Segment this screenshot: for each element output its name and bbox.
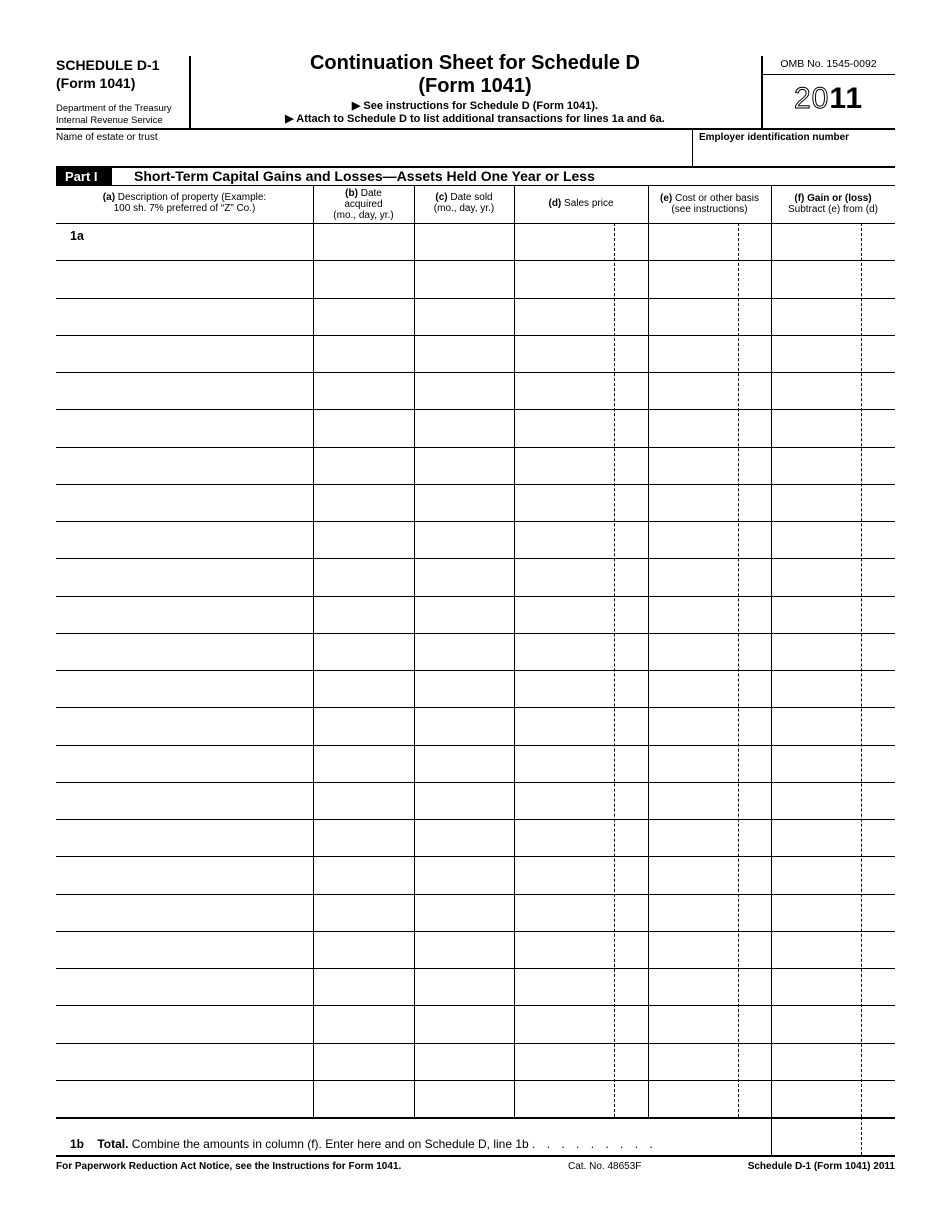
description-input[interactable]	[57, 970, 312, 1003]
row-divider	[56, 596, 895, 597]
omb-number: OMB No. 1545-0092	[780, 58, 877, 70]
schedule-title	[56, 56, 159, 92]
description-input[interactable]	[57, 747, 312, 780]
date-acquired-input[interactable]	[315, 933, 413, 966]
row-divider	[56, 484, 895, 485]
col-e-text2: (see instructions)	[671, 204, 748, 215]
name-label: Name of estate or trust	[56, 132, 158, 143]
description-input[interactable]	[57, 449, 312, 482]
date-sold-input[interactable]	[416, 449, 513, 482]
row-divider	[56, 335, 895, 336]
date-acquired-input[interactable]	[315, 1007, 413, 1040]
cost-basis-input[interactable]	[650, 486, 737, 519]
col-e-text1: Cost or other basis	[672, 193, 759, 204]
date-acquired-input[interactable]	[315, 635, 413, 668]
form-title	[190, 52, 760, 98]
date-acquired-input[interactable]	[315, 374, 413, 407]
year-outline: 20	[793, 82, 830, 115]
cost-basis-input[interactable]	[650, 1045, 737, 1078]
description-input[interactable]	[57, 672, 312, 705]
sales-price-input[interactable]	[516, 411, 613, 444]
date-sold-input[interactable]	[416, 747, 513, 780]
date-sold-input[interactable]	[416, 560, 513, 593]
cost-basis-input[interactable]	[650, 300, 737, 333]
sales-price-input[interactable]	[516, 262, 613, 295]
gain-loss-input[interactable]	[773, 523, 860, 556]
cost-basis-input[interactable]	[650, 598, 737, 631]
gain-loss-input[interactable]	[773, 262, 860, 295]
gain-loss-input[interactable]	[773, 374, 860, 407]
total-label: Total.	[97, 1137, 129, 1151]
date-acquired-input[interactable]	[315, 523, 413, 556]
sales-price-input[interactable]	[516, 1007, 613, 1040]
tax-year	[762, 82, 895, 116]
cost-basis-input[interactable]	[650, 784, 737, 817]
cost-basis-input[interactable]	[650, 374, 737, 407]
gain-loss-input[interactable]	[773, 1045, 860, 1078]
sales-price-input[interactable]	[516, 598, 613, 631]
column-divider	[648, 186, 649, 1117]
date-acquired-input[interactable]	[315, 1045, 413, 1078]
date-acquired-input[interactable]	[315, 672, 413, 705]
description-input[interactable]	[57, 858, 312, 891]
form-number: (Form 1041)	[56, 75, 136, 91]
gain-loss-input[interactable]	[773, 449, 860, 482]
footer-cat-no: Cat. No. 48653F	[568, 1161, 642, 1172]
gain-loss-input[interactable]	[773, 225, 860, 258]
col-header-f	[771, 193, 895, 215]
gain-loss-input[interactable]	[773, 747, 860, 780]
description-input[interactable]	[57, 411, 312, 444]
description-input[interactable]	[57, 560, 312, 593]
sales-price-input[interactable]	[516, 933, 613, 966]
date-sold-input[interactable]	[416, 635, 513, 668]
instruction-attach: ▶ Attach to Schedule D to list additional transactions for lines 1a and 6a.	[285, 113, 665, 125]
ein-divider	[692, 129, 693, 167]
row-divider	[56, 372, 895, 373]
name-input[interactable]	[56, 145, 690, 165]
sales-price-input[interactable]	[516, 337, 613, 370]
gain-loss-input[interactable]	[773, 858, 860, 891]
date-acquired-input[interactable]	[315, 896, 413, 929]
description-input[interactable]	[57, 300, 312, 333]
gain-loss-input[interactable]	[773, 896, 860, 929]
total-cents-divider	[861, 1117, 862, 1155]
ein-input[interactable]	[699, 145, 893, 165]
cents-divider	[614, 223, 615, 1117]
date-sold-input[interactable]	[416, 262, 513, 295]
schedule-name: SCHEDULE D-1	[56, 57, 160, 73]
ein-label: Employer identification number	[699, 132, 850, 143]
row-divider	[56, 1005, 895, 1006]
col-c-text2: (mo., day, yr.)	[433, 203, 495, 214]
line-1a-label: 1a	[70, 229, 84, 243]
sales-price-input[interactable]	[516, 225, 613, 258]
description-input[interactable]	[57, 635, 312, 668]
col-b-text1: Date	[357, 188, 382, 199]
row-divider	[56, 633, 895, 634]
date-sold-input[interactable]	[416, 821, 513, 854]
sales-price-input[interactable]	[516, 1045, 613, 1078]
gain-loss-input[interactable]	[773, 970, 860, 1003]
sales-price-input[interactable]	[516, 560, 613, 593]
description-input[interactable]	[57, 1082, 312, 1115]
date-acquired-input[interactable]	[315, 970, 413, 1003]
date-sold-input[interactable]	[416, 337, 513, 370]
year-solid: 11	[829, 82, 864, 115]
date-sold-input[interactable]	[416, 523, 513, 556]
col-header-a	[56, 192, 313, 214]
date-acquired-input[interactable]	[315, 486, 413, 519]
gain-loss-input[interactable]	[773, 821, 860, 854]
col-f-text1: (f) Gain or (loss)	[794, 193, 872, 204]
date-acquired-input[interactable]	[315, 784, 413, 817]
date-sold-input[interactable]	[416, 784, 513, 817]
date-sold-input[interactable]	[416, 672, 513, 705]
cost-basis-input[interactable]	[650, 635, 737, 668]
date-sold-input[interactable]	[416, 970, 513, 1003]
description-input[interactable]	[57, 709, 312, 742]
gain-loss-input[interactable]	[773, 672, 860, 705]
row-divider	[56, 670, 895, 671]
column-divider	[514, 186, 515, 1117]
row-divider	[56, 894, 895, 895]
title-line2: (Form 1041)	[418, 75, 532, 97]
col-b-letter: (b)	[345, 188, 358, 199]
total-line	[70, 1137, 657, 1151]
date-sold-input[interactable]	[416, 598, 513, 631]
col-b-text2: acquired	[344, 199, 383, 210]
footer-paperwork-notice: For Paperwork Reduction Act Notice, see the Instructions for Form 1041.	[56, 1161, 402, 1172]
col-header-e	[648, 193, 771, 215]
col-c-text1: Date sold	[447, 192, 493, 203]
description-input[interactable]	[57, 374, 312, 407]
gain-loss-input[interactable]	[773, 635, 860, 668]
sales-price-input[interactable]	[516, 970, 613, 1003]
sales-price-input[interactable]	[516, 374, 613, 407]
cost-basis-input[interactable]	[650, 858, 737, 891]
date-sold-input[interactable]	[416, 411, 513, 444]
service-name: Internal Revenue Service	[56, 115, 163, 126]
gain-loss-input[interactable]	[773, 300, 860, 333]
row-divider	[56, 782, 895, 783]
date-sold-input[interactable]	[416, 1007, 513, 1040]
date-sold-input[interactable]	[416, 300, 513, 333]
row-divider	[56, 1080, 895, 1081]
date-sold-input[interactable]	[416, 933, 513, 966]
footer-form-id: Schedule D-1 (Form 1041) 2011	[747, 1161, 895, 1172]
cost-basis-input[interactable]	[650, 672, 737, 705]
cents-divider	[738, 223, 739, 1117]
gain-loss-input[interactable]	[773, 784, 860, 817]
description-input[interactable]	[57, 821, 312, 854]
col-e-letter: (e)	[660, 193, 673, 204]
cost-basis-input[interactable]	[650, 337, 737, 370]
row-divider	[56, 968, 895, 969]
date-sold-input[interactable]	[416, 858, 513, 891]
row-divider	[56, 819, 895, 820]
title-line1: Continuation Sheet for Schedule D	[309, 52, 640, 74]
sales-price-input[interactable]	[516, 858, 613, 891]
sales-price-input[interactable]	[516, 486, 613, 519]
date-sold-input[interactable]	[416, 374, 513, 407]
row-divider	[56, 1117, 895, 1119]
cost-basis-input[interactable]	[650, 449, 737, 482]
cost-basis-input[interactable]	[650, 933, 737, 966]
description-input[interactable]	[57, 784, 312, 817]
date-sold-input[interactable]	[416, 225, 513, 258]
row-divider	[56, 521, 895, 522]
sales-price-input[interactable]	[516, 1082, 613, 1115]
sales-price-input[interactable]	[516, 635, 613, 668]
col-d-text1: Sales price	[561, 198, 614, 209]
date-acquired-input[interactable]	[315, 560, 413, 593]
date-acquired-input[interactable]	[315, 225, 413, 258]
column-divider	[414, 186, 415, 1117]
row-divider	[56, 931, 895, 932]
sales-price-input[interactable]	[516, 784, 613, 817]
col-c-letter: (c)	[435, 192, 448, 203]
total-col-f-left	[771, 1117, 772, 1155]
date-acquired-input[interactable]	[315, 858, 413, 891]
date-acquired-input[interactable]	[315, 821, 413, 854]
sales-price-input[interactable]	[516, 449, 613, 482]
part-badge: Part I	[56, 168, 112, 185]
row-divider	[56, 558, 895, 559]
description-input[interactable]	[57, 262, 312, 295]
gain-loss-input[interactable]	[773, 560, 860, 593]
col-a-letter: (a)	[102, 192, 116, 203]
cost-basis-input[interactable]	[650, 560, 737, 593]
description-input[interactable]	[57, 486, 312, 519]
cost-basis-input[interactable]	[650, 709, 737, 742]
part-bottom-rule	[56, 185, 895, 186]
sales-price-input[interactable]	[516, 709, 613, 742]
sales-price-input[interactable]	[516, 523, 613, 556]
gain-loss-input[interactable]	[773, 598, 860, 631]
col-b-text3: (mo., day, yr.)	[333, 210, 394, 221]
description-input[interactable]	[57, 896, 312, 929]
cost-basis-input[interactable]	[650, 1082, 737, 1115]
sales-price-input[interactable]	[516, 747, 613, 780]
cost-basis-input[interactable]	[650, 1007, 737, 1040]
omb-divider	[762, 74, 895, 75]
row-divider	[56, 409, 895, 410]
cost-basis-input[interactable]	[650, 262, 737, 295]
column-divider	[771, 186, 772, 1117]
date-acquired-input[interactable]	[315, 337, 413, 370]
description-input[interactable]	[57, 1045, 312, 1078]
description-input[interactable]	[57, 933, 312, 966]
date-sold-input[interactable]	[416, 709, 513, 742]
col-a-text2: 100 sh. 7% preferred of “Z” Co.)	[113, 203, 256, 214]
total-line-number: 1b	[70, 1137, 85, 1151]
cost-basis-input[interactable]	[650, 523, 737, 556]
date-acquired-input[interactable]	[315, 598, 413, 631]
department	[56, 103, 172, 127]
date-sold-input[interactable]	[416, 1082, 513, 1115]
gain-loss-input[interactable]	[773, 1007, 860, 1040]
gain-loss-input[interactable]	[773, 411, 860, 444]
cost-basis-input[interactable]	[650, 225, 737, 258]
cost-basis-input[interactable]	[650, 747, 737, 780]
cost-basis-input[interactable]	[650, 821, 737, 854]
description-input[interactable]	[57, 523, 312, 556]
description-input[interactable]	[87, 225, 312, 258]
date-acquired-input[interactable]	[315, 262, 413, 295]
date-sold-input[interactable]	[416, 486, 513, 519]
date-acquired-input[interactable]	[315, 747, 413, 780]
description-input[interactable]	[57, 598, 312, 631]
date-acquired-input[interactable]	[315, 300, 413, 333]
row-divider	[56, 260, 895, 261]
department-name: Department of the Treasury	[56, 103, 172, 114]
cost-basis-input[interactable]	[650, 896, 737, 929]
col-d-letter: (d)	[548, 198, 562, 209]
date-acquired-input[interactable]	[315, 709, 413, 742]
date-acquired-input[interactable]	[315, 449, 413, 482]
sales-price-input[interactable]	[516, 672, 613, 705]
col-header-b	[313, 188, 414, 221]
cost-basis-input[interactable]	[650, 411, 737, 444]
row-divider	[56, 707, 895, 708]
total-text: Combine the amounts in column (f). Enter here and on Schedule D, line 1b	[128, 1137, 529, 1151]
footer-rule	[56, 1155, 895, 1157]
column-divider	[313, 186, 314, 1117]
total-gain-input[interactable]	[773, 1119, 893, 1153]
cost-basis-input[interactable]	[650, 970, 737, 1003]
col-f-text2: Subtract (e) from (d)	[787, 204, 879, 215]
total-dots: . . . . . . . . .	[532, 1137, 657, 1151]
sales-price-input[interactable]	[516, 896, 613, 929]
row-divider	[56, 1043, 895, 1044]
gain-loss-input[interactable]	[773, 933, 860, 966]
gain-loss-input[interactable]	[773, 337, 860, 370]
sales-price-input[interactable]	[516, 300, 613, 333]
col-header-d	[514, 198, 648, 209]
part-title: Short-Term Capital Gains and Losses—Assets Held One Year or Less	[134, 168, 595, 184]
instruction-see: ▶ See instructions for Schedule D (Form 1041).	[351, 100, 599, 112]
row-divider	[56, 856, 895, 857]
gain-loss-input[interactable]	[773, 709, 860, 742]
row-divider	[56, 447, 895, 448]
header-bottom-rule	[56, 128, 895, 130]
col-a-text1: Description of property (Example:	[115, 192, 267, 203]
description-input[interactable]	[57, 1007, 312, 1040]
date-sold-input[interactable]	[416, 1045, 513, 1078]
cents-divider	[861, 223, 862, 1117]
gain-loss-input[interactable]	[773, 1082, 860, 1115]
row-divider	[56, 745, 895, 746]
col-header-c	[414, 192, 514, 214]
row-divider	[56, 298, 895, 299]
sales-price-input[interactable]	[516, 821, 613, 854]
date-acquired-input[interactable]	[315, 411, 413, 444]
table-header-rule	[56, 223, 895, 224]
date-sold-input[interactable]	[416, 896, 513, 929]
date-acquired-input[interactable]	[315, 1082, 413, 1115]
description-input[interactable]	[57, 337, 312, 370]
gain-loss-input[interactable]	[773, 486, 860, 519]
